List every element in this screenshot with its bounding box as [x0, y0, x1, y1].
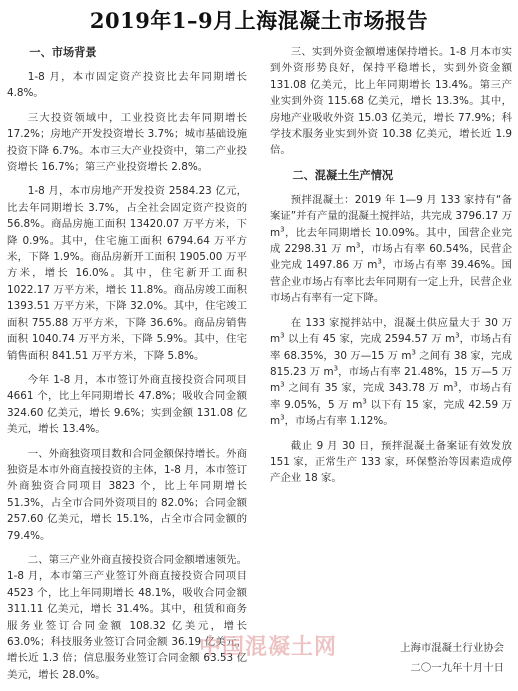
superscript: 3 [411, 348, 416, 357]
paragraph: 二、第三产业外商直接投资合同金额增速领先。1-8 月，本市第三产业签订外商直接投资合同项目 4523 个，比上年同期增长 48.1%，吸收合同金额 311.11 亿美元，增长 31.4%。其中，租赁和商务服务业签订合同金额 108.32 亿美元，增长 63.0%；科技服务业签订合同金额 36.19 亿美元，增长近 1.3 倍；信息服务业签订合同金额 63.53 亿美元，增长 28.0%。 [7, 553, 247, 681]
text-run: ，比去年同期增长 10.09%。其中，国营企业完成 2298.31 万 m [270, 226, 512, 256]
watermark: 中国混凝土网 [198, 635, 337, 660]
text-run: 之间有 35 家，完成 343.78 万 m [284, 382, 454, 395]
text-run: 之间有 38 家，完成 815.23 万 m [270, 349, 512, 378]
text-run: ，市场占有率 21.48%，15 万—5 万 m [270, 365, 512, 395]
text-run: 在 133 家搅拌站中，混凝土供应量大于 30 万 m [270, 316, 512, 346]
superscript: 3 [377, 258, 382, 266]
section-heading-concrete-production: 二、混凝土生产情况 [292, 168, 394, 182]
paragraph: 三、实到外资金额增速保持增长。1-8 月本市实到外资形势良好，保持平稳增长，实到外资金额 131.08 亿美元，比上年同期增长 13.4%。第三产业实到外资 115.68 亿美元，增长 13.3%。其中，房地产业吸收外资 15.03 亿美元，增长 77.9%；科学技术服务业实到外资 10.38 亿美元，增长近 1.9 倍。 [270, 46, 512, 157]
paragraph: 今年 1-8 月，本市签订外商直接投资合同项目 4661 个，比上年同期增长 47.8%；吸收合同金额 324.60 亿美元，增长 9.6%；实到金额 131.08 亿美元，增长 13.4%。 [7, 373, 247, 436]
paragraph: 一、外商独资项目数和合同金额保持增长。外商独资是本市外商直接投资的主体，1-8 月，本市签订外商独资合同项目 3823 个，比上年同期增长 51.3%，占全市合同外资项目的 82.0%；合同金额 257.60 亿美元，增长 15.1%，占全市合同金额的 79.4%。 [7, 447, 247, 542]
right-column [270, 44, 512, 495]
paragraph: 截止 9 月 30 日，预拌混凝土备案证有效发放 151 家，正常生产 133 家，环保整治等因素造成停产企业 18 家。 [270, 439, 512, 485]
superscript: 3 [453, 380, 458, 389]
text-run: ，市场占有率 9.05%，5 万 m [270, 382, 512, 411]
superscript: 3 [280, 413, 285, 422]
page-title: 2019年1–9月上海混凝土市场报告 [89, 8, 429, 33]
signature-org: 上海市混凝土行业协会 [400, 642, 504, 654]
paragraph: 1-8 月，本市固定资产投资比去年同期增长 4.8%。 [7, 71, 247, 100]
superscript: 3 [280, 331, 285, 340]
section-heading-market-background: 一、市场背景 [29, 46, 97, 59]
text-run: 预拌混凝土：2019 年 1—9 月 133 家持有“备案证”并有产量的混凝土搅拌站，共完成 3796.17 万 m [270, 193, 512, 239]
paragraph: 1-8 月，本市房地产开发投资 2584.23 亿元，比去年同期增长 3.7%，占全社会固定资产投资的 56.8%。商品房施工面积 13420.07 万平方米，下降 0.9%。其中，住宅施工面积 6794.64 万平方米，下降 1.9%。商品房新开工面积 1905.00 万平方米，增长 16.0%。其中，住宅新开工面积 1022.17 万平方米，增长 11.8%。商品房竣工面积 1393.51 万平方米，下降 32.0%。其中，住宅竣工面积 755.88 万平方米，下降 36.6%。商品房销售面积 1040.74 万平方米，下降 5.9%。其中，住宅销售面积 841.51 万平方米，下降 5.8%。 [7, 185, 247, 362]
superscript: 3 [333, 364, 339, 373]
superscript: 3 [455, 331, 460, 340]
text-run: ，市场占有率 60.54%，民营企业完成 1497.86 万 m [270, 243, 513, 272]
text-run: ，市场占有率 1.12%。 [284, 415, 394, 428]
text-run: 以上有 45 家，完成 2594.57 万 m [284, 333, 456, 346]
left-column [7, 44, 247, 691]
superscript: 3 [362, 397, 367, 406]
superscript: 3 [280, 380, 285, 389]
superscript: 3 [355, 241, 361, 250]
text-run: 以下有 15 家，完成 42.59 万 m [270, 398, 513, 428]
text-run: ，市场占有率 68.35%，30 万—15 万 m [270, 333, 512, 362]
signature-date: 二〇一九年十月十日 [410, 662, 504, 674]
text-run: ，市场占有率 39.46%。国营企业市场占有率比去年同期有一定上升，民营企业市场占有率有一定下降。 [270, 259, 513, 305]
paragraph [270, 192, 512, 307]
paragraph: 三大投资领域中，工业投资比去年同期增长 17.2%；房地产开发投资增长 3.7%；城市基础设施投资下降 6.7%。本市三大产业投资中，第二产业投资增长 16.7%；第三产业投资增长 2.8%。 [7, 111, 247, 174]
paragraph [270, 315, 512, 430]
superscript: 3 [280, 225, 285, 234]
